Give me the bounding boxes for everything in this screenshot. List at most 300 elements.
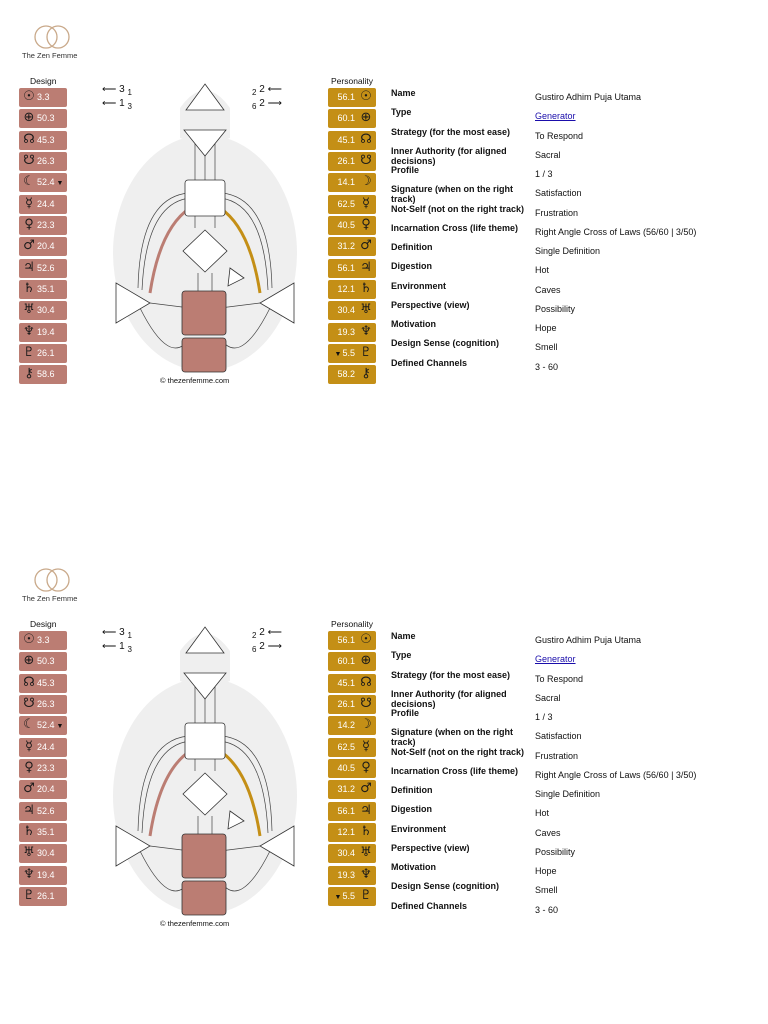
design-header: Design [30, 619, 57, 629]
moon-icon: ☾ [23, 174, 35, 190]
brand-logo [22, 567, 92, 603]
personality-gate-sun [328, 88, 376, 107]
property-row [391, 708, 751, 727]
brand-name: The Zen Femme [22, 594, 78, 603]
property-row [391, 727, 751, 746]
property-row [391, 881, 751, 900]
personality-gate-list [328, 631, 376, 908]
gate-number: 52.6 [37, 262, 55, 273]
property-row [391, 242, 751, 261]
design-gate-jupiter [19, 259, 67, 278]
personality-gate-value [337, 177, 355, 187]
variable-prefix: 2 [252, 631, 257, 640]
pluto-icon: ♇ [23, 344, 35, 360]
pluto-icon: ♇ [360, 344, 372, 360]
property-row [391, 824, 751, 843]
properties-table [391, 631, 751, 920]
property-value: Satisfaction [535, 188, 582, 199]
rings-logo-icon [33, 24, 71, 50]
pluto-icon: ♇ [360, 887, 372, 903]
design-gate-moon [19, 173, 67, 192]
personality-gate-value [337, 305, 355, 315]
gate-number: 26.1 [337, 155, 355, 166]
property-row [391, 300, 751, 319]
property-row [391, 146, 751, 165]
property-row [391, 358, 751, 377]
variable-subscript: 1 [127, 631, 132, 640]
brand-name: The Zen Femme [22, 51, 78, 60]
personality-gate-value [337, 635, 355, 645]
gate-number: 31.2 [337, 784, 355, 795]
saturn-icon: ♄ [360, 280, 372, 296]
copyright: © thezenfemme.com [160, 376, 230, 385]
property-value: 1 / 3 [535, 169, 553, 179]
gate-number: 56.1 [337, 805, 355, 816]
gate-number: 31.2 [337, 241, 355, 252]
property-label: Defined Channels [391, 357, 468, 368]
property-row [391, 223, 751, 242]
property-label: Not-Self (not on the right track) [391, 746, 524, 757]
variable-subscript: 1 [127, 88, 132, 97]
throat-center [185, 723, 225, 759]
personality-gate-uranus [328, 844, 376, 863]
design-gate-value [37, 156, 55, 166]
throat-center [185, 180, 225, 216]
gate-number: 56.1 [337, 262, 355, 273]
gate-number: 19.3 [337, 326, 355, 337]
property-label: Motivation [391, 319, 436, 329]
property-value: Sacral [535, 149, 561, 160]
bodygraph-chart [110, 621, 300, 921]
gate-number: 23.3 [37, 219, 55, 230]
arrow-left-icon: ⟵ [264, 84, 282, 95]
mars-icon: ♂ [23, 238, 35, 254]
property-value: Gustiro Adhim Puja Utama [535, 635, 642, 645]
personality-gate-mercury [328, 738, 376, 757]
property-label: Profile [391, 708, 420, 718]
property-label: Defined Channels [391, 900, 468, 911]
property-value: 3 - 60 [535, 361, 559, 372]
north-node-icon: ☊ [23, 131, 35, 147]
chart-panel-1 [0, 0, 768, 410]
property-value: Hope [535, 323, 557, 333]
sacral-center [182, 834, 226, 878]
personality-header: Personality [331, 76, 374, 86]
personality-gate-earth [328, 652, 376, 671]
personality-gate-value [337, 92, 355, 102]
saturn-icon: ♄ [23, 823, 35, 839]
pluto-icon: ♇ [23, 887, 35, 903]
earth-icon: ⊕ [360, 110, 372, 126]
property-row [391, 862, 751, 881]
type-link[interactable]: Generator [535, 654, 576, 665]
design-gate-value [37, 784, 55, 794]
personality-gate-moon [328, 716, 376, 735]
property-label: Digestion [391, 804, 433, 815]
gate-number: 14.2 [337, 720, 355, 731]
chart-panel-2 [0, 543, 768, 953]
property-value: Smell [535, 885, 558, 896]
property-row [391, 843, 751, 862]
property-label: Name [391, 88, 416, 98]
variable-prefix: 6 [252, 102, 257, 111]
personality-gate-north-node [328, 131, 376, 150]
design-gate-value [37, 848, 55, 858]
property-value: Possibility [535, 846, 576, 857]
property-label: Signature (when on the right track) [391, 727, 513, 748]
gate-number: 20.4 [37, 241, 55, 252]
neptune-icon: ♆ [360, 866, 372, 882]
personality-gate-value [337, 827, 355, 837]
gate-number: 60.1 [337, 656, 355, 667]
design-gate-chiron [19, 365, 67, 384]
design-gate-value [37, 135, 55, 145]
personality-gate-value [337, 678, 355, 688]
gate-number: 60.1 [337, 113, 355, 124]
gate-number: 45.1 [337, 677, 355, 688]
personality-gate-south-node [328, 152, 376, 171]
property-row [391, 165, 751, 184]
mercury-icon: ☿ [25, 738, 33, 754]
property-value: Satisfaction [535, 731, 582, 742]
type-link[interactable]: Generator [535, 111, 576, 122]
design-gate-north-node [19, 131, 67, 150]
property-value: Caves [535, 284, 561, 295]
gate-number: 30.4 [337, 305, 355, 316]
gate-number: 26.1 [37, 890, 55, 901]
property-label: Incarnation Cross (life theme) [391, 222, 519, 233]
gate-number: 14.1 [337, 177, 355, 188]
property-value: Caves [535, 827, 561, 838]
gate-number: 19.3 [337, 869, 355, 880]
property-label: Strategy (for the most ease) [391, 669, 511, 680]
design-gate-value [37, 327, 55, 337]
design-gate-value [37, 220, 55, 230]
property-value: Sacral [535, 692, 561, 703]
personality-gate-mars [328, 780, 376, 799]
personality-header: Personality [331, 619, 374, 629]
jupiter-icon: ♃ [23, 259, 35, 275]
property-label: Profile [391, 165, 420, 175]
north-node-icon: ☊ [360, 674, 372, 690]
personality-gate-sun [328, 631, 376, 650]
personality-gate-value [337, 369, 355, 379]
property-label: Strategy (for the most ease) [391, 126, 511, 137]
personality-gate-neptune [328, 323, 376, 342]
gate-number: 56.1 [337, 635, 355, 645]
arrow-right-icon: ⟶ [264, 98, 282, 109]
design-gate-earth [19, 109, 67, 128]
personality-gate-uranus [328, 301, 376, 320]
design-gate-earth [19, 652, 67, 671]
design-gate-value [37, 806, 55, 816]
property-label: Design Sense (cognition) [391, 338, 500, 349]
north-node-icon: ☊ [360, 131, 372, 147]
property-value: Frustration [535, 207, 579, 218]
chiron-icon: ⚷ [24, 366, 34, 382]
mars-icon: ♂ [360, 781, 372, 797]
earth-icon: ⊕ [360, 653, 372, 669]
property-label: Definition [391, 785, 433, 795]
personality-gate-neptune [328, 866, 376, 885]
personality-gate-moon [328, 173, 376, 192]
property-value: To Respond [535, 673, 584, 684]
design-gate-value [37, 720, 63, 730]
property-row [391, 261, 751, 280]
venus-icon: ♀ [24, 759, 34, 775]
property-row [391, 785, 751, 804]
property-label: Incarnation Cross (life theme) [391, 765, 519, 776]
uranus-icon: ♅ [360, 302, 372, 318]
property-label: Environment [391, 280, 447, 291]
personality-gate-chiron [328, 365, 376, 384]
design-gate-value [37, 369, 55, 379]
gate-number: 35.1 [37, 826, 55, 837]
property-value: Gustiro Adhim Puja Utama [535, 92, 642, 102]
property-value: Possibility [535, 303, 576, 314]
personality-gate-value [337, 220, 355, 230]
gate-number: 30.4 [37, 848, 55, 859]
design-gate-north-node [19, 674, 67, 693]
personality-gate-saturn [328, 280, 376, 299]
gate-number: 19.4 [37, 869, 55, 880]
arrow-left-icon: ⟵ [102, 98, 120, 109]
property-row [391, 107, 751, 126]
personality-gate-north-node [328, 674, 376, 693]
property-label: Design Sense (cognition) [391, 881, 500, 892]
personality-gate-value [337, 327, 355, 337]
mars-icon: ♂ [360, 238, 372, 254]
design-gate-venus [19, 759, 67, 778]
design-gate-value [37, 177, 63, 187]
property-label: Type [391, 650, 412, 661]
jupiter-icon: ♃ [360, 259, 372, 275]
property-value: Single Definition [535, 246, 601, 256]
personality-gate-value [337, 763, 355, 773]
property-value: Smell [535, 342, 558, 353]
gate-number: 62.5 [337, 198, 355, 209]
design-gate-value [37, 656, 55, 666]
design-gate-value [37, 699, 55, 709]
property-row [391, 901, 751, 920]
gate-number: 5.5 [342, 890, 355, 901]
jupiter-icon: ♃ [360, 802, 372, 818]
personality-gate-pluto [328, 887, 376, 906]
design-gate-jupiter [19, 802, 67, 821]
gate-number: 20.4 [37, 784, 55, 795]
property-label: Name [391, 631, 416, 641]
variable-value: 2 [259, 98, 265, 109]
personality-gate-south-node [328, 695, 376, 714]
property-row [391, 650, 751, 669]
property-value: Frustration [535, 750, 579, 761]
fixing-triangle-icon: ▼ [334, 893, 342, 901]
gate-number: 52.6 [37, 805, 55, 816]
variable-subscript: 3 [127, 645, 132, 654]
personality-gate-jupiter [328, 802, 376, 821]
design-gate-value [37, 827, 55, 837]
property-value: Hot [535, 265, 550, 276]
personality-gate-value [335, 891, 355, 901]
gate-number: 24.4 [37, 198, 55, 209]
property-label: Not-Self (not on the right track) [391, 203, 524, 214]
earth-icon: ⊕ [23, 653, 35, 669]
moon-icon: ☽ [360, 174, 372, 190]
property-value: 3 - 60 [535, 904, 559, 915]
gate-number: 45.3 [37, 134, 55, 145]
bodygraph-chart [110, 78, 300, 378]
design-gate-mercury [19, 738, 67, 757]
gate-number: 62.5 [337, 741, 355, 752]
gate-number: 26.1 [337, 698, 355, 709]
personality-gate-earth [328, 109, 376, 128]
personality-gate-value [337, 656, 355, 666]
design-gate-venus [19, 216, 67, 235]
property-row [391, 631, 751, 650]
root-center [182, 881, 226, 915]
gate-number: 35.1 [37, 283, 55, 294]
property-label: Inner Authority (for aligned decisions) [391, 145, 507, 166]
chiron-icon: ⚷ [361, 366, 371, 382]
personality-gate-value [337, 742, 355, 752]
design-gate-saturn [19, 280, 67, 299]
properties-table [391, 88, 751, 377]
south-node-icon: ☋ [23, 152, 35, 168]
design-gate-mercury [19, 195, 67, 214]
variable-value: 3 [119, 627, 125, 638]
design-gate-sun [19, 631, 67, 650]
arrow-left-icon: ⟵ [102, 84, 120, 95]
personality-gate-list [328, 88, 376, 387]
gate-number: 52.4 [37, 177, 55, 188]
design-gate-neptune [19, 323, 67, 342]
personality-gate-value [337, 113, 355, 123]
sun-icon: ☉ [23, 632, 35, 647]
design-gate-list [19, 88, 67, 387]
property-row [391, 281, 751, 300]
property-value: Hope [535, 866, 557, 876]
gate-number: 30.4 [337, 848, 355, 859]
personality-gate-venus [328, 759, 376, 778]
fixing-triangle-icon: ▼ [56, 180, 64, 188]
north-node-icon: ☊ [23, 674, 35, 690]
property-row [391, 747, 751, 766]
personality-gate-mercury [328, 195, 376, 214]
venus-icon: ♀ [361, 216, 371, 232]
gate-number: 50.3 [37, 113, 55, 124]
personality-gate-pluto [328, 344, 376, 363]
neptune-icon: ♆ [360, 323, 372, 339]
property-row [391, 184, 751, 203]
uranus-icon: ♅ [360, 845, 372, 861]
uranus-icon: ♅ [23, 845, 35, 861]
mercury-icon: ☿ [362, 195, 370, 211]
saturn-icon: ♄ [23, 280, 35, 296]
personality-gate-value [337, 720, 355, 730]
design-gate-value [37, 635, 50, 645]
neptune-icon: ♆ [23, 323, 35, 339]
design-gate-sun [19, 88, 67, 107]
property-label: Type [391, 107, 412, 118]
design-gate-value [37, 763, 55, 773]
saturn-icon: ♄ [360, 823, 372, 839]
gate-number: 56.1 [337, 92, 355, 102]
design-gate-value [37, 241, 55, 251]
gate-number: 58.6 [37, 369, 55, 380]
gate-number: 5.5 [342, 347, 355, 358]
south-node-icon: ☋ [23, 695, 35, 711]
property-row [391, 766, 751, 785]
gate-number: 30.4 [37, 305, 55, 316]
design-gate-list [19, 631, 67, 908]
personality-gate-value [337, 241, 355, 251]
gate-number: 40.5 [337, 762, 355, 773]
design-header: Design [30, 76, 57, 86]
variable-value: 1 [119, 98, 125, 109]
mercury-icon: ☿ [25, 195, 33, 211]
personality-gate-mars [328, 237, 376, 256]
design-gate-value [37, 742, 55, 752]
gate-number: 12.1 [337, 826, 355, 837]
gate-number: 40.5 [337, 219, 355, 230]
gate-number: 3.3 [37, 635, 50, 645]
property-row [391, 804, 751, 823]
gate-number: 52.4 [37, 720, 55, 731]
south-node-icon: ☋ [360, 695, 372, 711]
variable-value: 3 [119, 84, 125, 95]
variable-subscript: 3 [127, 102, 132, 111]
gate-number: 3.3 [37, 92, 50, 102]
variable-value: 2 [259, 84, 265, 95]
property-value: Right Angle Cross of Laws (56/60 | 3/50) [535, 769, 697, 780]
personality-gate-value [337, 806, 355, 816]
property-value: To Respond [535, 130, 584, 141]
property-label: Perspective (view) [391, 299, 470, 310]
moon-icon: ☽ [360, 717, 372, 733]
brand-logo [22, 24, 92, 60]
mercury-icon: ☿ [362, 738, 370, 754]
variable-prefix: 6 [252, 645, 257, 654]
arrow-left-icon: ⟵ [102, 641, 120, 652]
personality-gate-jupiter [328, 259, 376, 278]
earth-icon: ⊕ [23, 110, 35, 126]
property-value: Single Definition [535, 789, 601, 799]
property-row [391, 670, 751, 689]
venus-icon: ♀ [361, 759, 371, 775]
sun-icon: ☉ [360, 89, 372, 104]
arrow-left-icon: ⟵ [264, 627, 282, 638]
arrow-left-icon: ⟵ [102, 627, 120, 638]
gate-number: 12.1 [337, 283, 355, 294]
property-label: Signature (when on the right track) [391, 184, 513, 205]
design-gate-value [37, 113, 55, 123]
property-row [391, 689, 751, 708]
gate-number: 23.3 [37, 762, 55, 773]
property-label: Motivation [391, 862, 436, 872]
fixing-triangle-icon: ▼ [56, 723, 64, 731]
personality-gate-value [337, 135, 355, 145]
personality-gate-value [337, 870, 355, 880]
gate-number: 45.3 [37, 677, 55, 688]
design-gate-uranus [19, 844, 67, 863]
personality-gate-value [337, 156, 355, 166]
personality-gate-value [337, 784, 355, 794]
property-value: Hot [535, 808, 550, 819]
property-row [391, 204, 751, 223]
design-gate-mars [19, 237, 67, 256]
neptune-icon: ♆ [23, 866, 35, 882]
property-value: 1 / 3 [535, 712, 553, 722]
